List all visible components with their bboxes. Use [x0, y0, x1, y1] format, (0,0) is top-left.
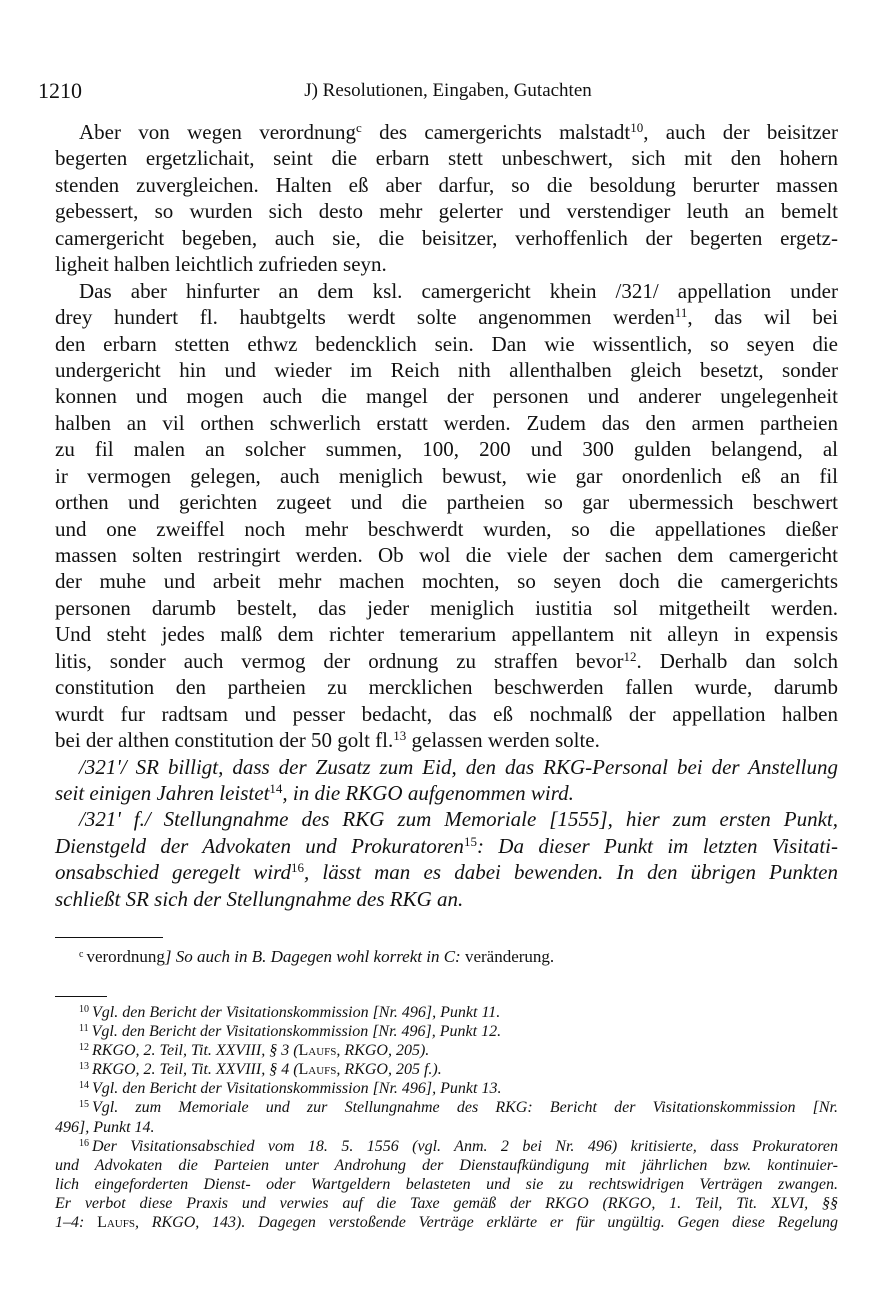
text-line	[55, 251, 838, 277]
text-line	[55, 727, 838, 753]
note-marker: 13	[393, 728, 407, 744]
text-run: Vgl. den Bericht der Visitationskommission [Nr. 496], Punkt 13.	[92, 1080, 502, 1098]
text-run: camergericht begeben, auch sie, die beisitzer, verhoffenlich der begerten ergetz-	[55, 225, 838, 250]
text-run: , RKGO, 143). Dagegen verstoßende Verträge erklärte er für ungültig. Gegen diese Regelung	[134, 1214, 838, 1232]
text-run: schließt SR sich der Stellungnahme des RKG an.	[55, 886, 464, 911]
source-text: veränderung.	[464, 947, 555, 966]
text-run: halben an vil orthen schwerlich erstatt werden. Zudem das den armen partheien	[55, 410, 838, 435]
text-line	[55, 463, 838, 489]
text-run: Vgl. den Bericht der Visitationskommission [Nr. 496], Punkt 11.	[92, 1004, 501, 1021]
note-marker: 11	[674, 305, 688, 321]
text-run: 1–4:	[55, 1214, 98, 1232]
note-marker: 12	[79, 1042, 89, 1054]
main-text	[55, 119, 838, 912]
editorial-text: ] So auch in B. Dagegen wohl korrekt in C:	[164, 947, 465, 966]
text-run: ir vermogen gelegen, auch meniglich bewust, wie gar onordenlich eß an fil	[55, 463, 838, 488]
text-run: onsabschied geregelt wird	[55, 860, 291, 885]
note-marker: 16	[290, 860, 304, 876]
text-run: den erbarn stetten ethwz bedencklich sein. Dan wie wissentlich, so seyen die	[55, 331, 838, 356]
text-run: RKGO, 2. Teil, Tit. XXVIII, § 3 (	[92, 1042, 299, 1060]
footnote-line	[55, 1022, 838, 1041]
text-run: 496], Punkt 14.	[55, 1118, 155, 1136]
critical-apparatus	[55, 946, 838, 968]
text-line	[55, 304, 838, 330]
footnote-line	[55, 1079, 838, 1098]
apparatus-rule	[55, 937, 163, 938]
footnotes	[55, 1003, 838, 1232]
note-marker: 10	[79, 1004, 89, 1015]
text-run: massen solten restringirt werden. Ob wol die viele der sachen dem camergericht	[55, 543, 838, 567]
text-line	[55, 859, 838, 885]
footnote-line	[55, 1213, 838, 1232]
note-marker: 14	[79, 1080, 89, 1092]
text-line	[55, 410, 838, 436]
text-line	[55, 621, 838, 647]
text-run: gelassen werden solte.	[406, 728, 600, 753]
text-run: und Advokaten die Parteien unter Androhung der Dienstaufkündigung mit jährlichen bzw. kontinuier-	[55, 1156, 838, 1174]
footnote-line	[55, 1118, 838, 1137]
text-line	[55, 172, 838, 198]
text-run: /321'/ SR billigt, dass der Zusatz zum Eid, den das RKG-Personal bei der Anstellung	[79, 754, 838, 779]
text-line	[55, 754, 838, 780]
footnote-line	[55, 1003, 838, 1022]
text-run: , das wil bei	[687, 305, 839, 330]
text-run: litis, sonder auch vermog der ordnung zu straffen bevor	[55, 648, 624, 673]
text-run: Vgl. den Bericht der Visitationskommission [Nr. 496], Punkt 12.	[91, 1023, 502, 1041]
text-run: Vgl. zum Memoriale und zur Stellungnahme des RKG: Bericht der Visitationskommission [Nr.	[92, 1099, 838, 1117]
text-run: konnen und mogen auch die mangel der personen und anderer ungelegenheit	[55, 384, 838, 409]
note-marker: 14	[269, 780, 283, 796]
text-run: des camergerichts malstadt	[361, 120, 631, 144]
footnote-line	[55, 1175, 838, 1194]
note-marker: 16	[79, 1137, 89, 1149]
text-line	[55, 674, 838, 700]
text-line	[55, 568, 838, 594]
text-run: , RKGO, 205 f.).	[336, 1061, 442, 1079]
text-run: stenden zuvergleichen. Halten eß aber darfur, so die besoldung berurter massen	[55, 172, 838, 197]
text-run: Der Visitationsabschied vom 18. 5. 1556 (vgl. Anm. 2 bei Nr. 496) kritisierte, dass Prokuratoren	[92, 1137, 838, 1155]
text-line	[55, 357, 838, 383]
text-line	[55, 833, 838, 859]
text-line	[55, 278, 838, 304]
note-marker: c	[79, 949, 84, 960]
text-run: gebessert, so wurden sich desto mehr gelerter und verstendiger leuth an bemelt	[55, 199, 838, 224]
text-run: Er verbot diese Praxis und verwies auf die Taxe gemäß der RKGO (RKGO, 1. Teil, Tit. XLVI, §§	[55, 1194, 838, 1212]
text-run: , RKGO, 205).	[336, 1042, 430, 1060]
text-run: lich eingeforderten Dienst- oder Wartgeldern belasteten und sie zu rechtswidrigen Verträgen zwangen.	[55, 1175, 838, 1193]
footnote-line	[55, 1156, 838, 1175]
footnote-line	[55, 1041, 838, 1060]
text-run: begerten ergetzlichait, seint die erbarn stett unbeschwert, sich mit den hohern	[55, 146, 838, 171]
text-run: wurdt fur radtsam und pesser bedacht, das eß nochmalß der appellation halben	[55, 701, 838, 726]
text-run: orthen und gerichten zugeet und die partheien so gar ubermessich beschwert	[55, 490, 838, 515]
author-name: Laufs	[298, 1061, 337, 1079]
text-run: , lässt man es dabei bewenden. In den übrigen Punkten	[303, 860, 838, 885]
text-run: : Da dieser Punkt im letzten Visitati-	[476, 833, 838, 858]
note-marker: 15	[463, 833, 477, 849]
footnote-line	[55, 1098, 838, 1117]
text-line	[55, 198, 838, 224]
page-header	[38, 78, 838, 106]
text-run: , in die RKGO aufgenommen wird.	[282, 780, 574, 805]
text-run: personen darumb bestelt, das jeder meniglich iustitia sol mitgetheilt werden.	[55, 595, 838, 620]
text-run: constitution den partheien zu mercklichen beschwerden fallen wurde, darumb	[55, 675, 838, 700]
text-run: Dienstgeld der Advokaten und Prokuratoren	[55, 833, 464, 858]
note-marker: 10	[630, 120, 644, 135]
page-number: 1210	[38, 78, 82, 103]
footnote-line	[55, 1137, 838, 1156]
note-marker: 12	[623, 648, 637, 664]
footnote-rule	[55, 996, 107, 997]
text-run: , auch der beisitzer	[643, 120, 838, 144]
text-run: bei der althen constitution der 50 golt fl.	[55, 728, 394, 753]
text-line	[55, 701, 838, 727]
text-run: ligheit halben leichtlich zufrieden seyn.	[55, 252, 387, 277]
text-run: . Derhalb dan solch	[636, 648, 838, 673]
text-run: drey hundert fl. haubtgelts werdt solte angenommen werden	[55, 305, 675, 330]
text-line	[55, 780, 838, 806]
text-line	[55, 542, 838, 568]
author-name: Laufs	[298, 1042, 337, 1060]
note-marker: 15	[79, 1099, 89, 1111]
note-marker: 11	[79, 1023, 89, 1035]
text-run: Aber von wegen verordnung	[79, 120, 357, 144]
text-line	[55, 886, 838, 912]
footnote-line	[55, 1060, 838, 1079]
text-run: zu fil malen an solcher summen, 100, 200 und 300 gulden belangend, al	[55, 437, 838, 462]
running-title: J) Resolutionen, Eingaben, Gutachten	[304, 80, 592, 101]
text-line	[55, 225, 838, 251]
author-name: Laufs	[97, 1214, 135, 1232]
text-line	[55, 119, 838, 145]
text-run: /321' f./ Stellungnahme des RKG zum Memoriale [1555], hier zum ersten Punkt,	[79, 807, 838, 832]
text-line	[55, 595, 838, 621]
text-line	[55, 648, 838, 674]
text-run: der muhe und arbeit mehr machen mochten, so seyen doch die camergerichts	[55, 569, 838, 594]
text-line	[55, 145, 838, 171]
text-line	[55, 516, 838, 542]
text-line	[55, 489, 838, 515]
text-line	[55, 806, 838, 832]
footnote-line	[55, 1194, 838, 1213]
text-line	[55, 383, 838, 409]
text-run: seit einigen Jahren leistet	[55, 780, 270, 805]
text-line	[55, 436, 838, 462]
apparatus-note	[55, 946, 838, 968]
text-run: undergericht hin und wieder im Reich nith allenthalben gleich besetzt, sonder	[55, 357, 838, 382]
source-text: verordnung	[86, 947, 165, 966]
note-marker: 13	[79, 1061, 89, 1073]
text-run: Das aber hinfurter an dem ksl. camergericht khein /321/ appellation under	[79, 278, 838, 303]
text-run: und one zweiffel noch mehr beschwerdt wurden, so die appellationes dießer	[55, 516, 838, 541]
note-marker: c	[356, 120, 362, 135]
text-run: RKGO, 2. Teil, Tit. XXVIII, § 4 (	[92, 1061, 299, 1079]
text-line	[55, 331, 838, 357]
text-run: Und steht jedes malß dem richter temerarium appellantem nit alleyn in expensis	[55, 622, 838, 647]
